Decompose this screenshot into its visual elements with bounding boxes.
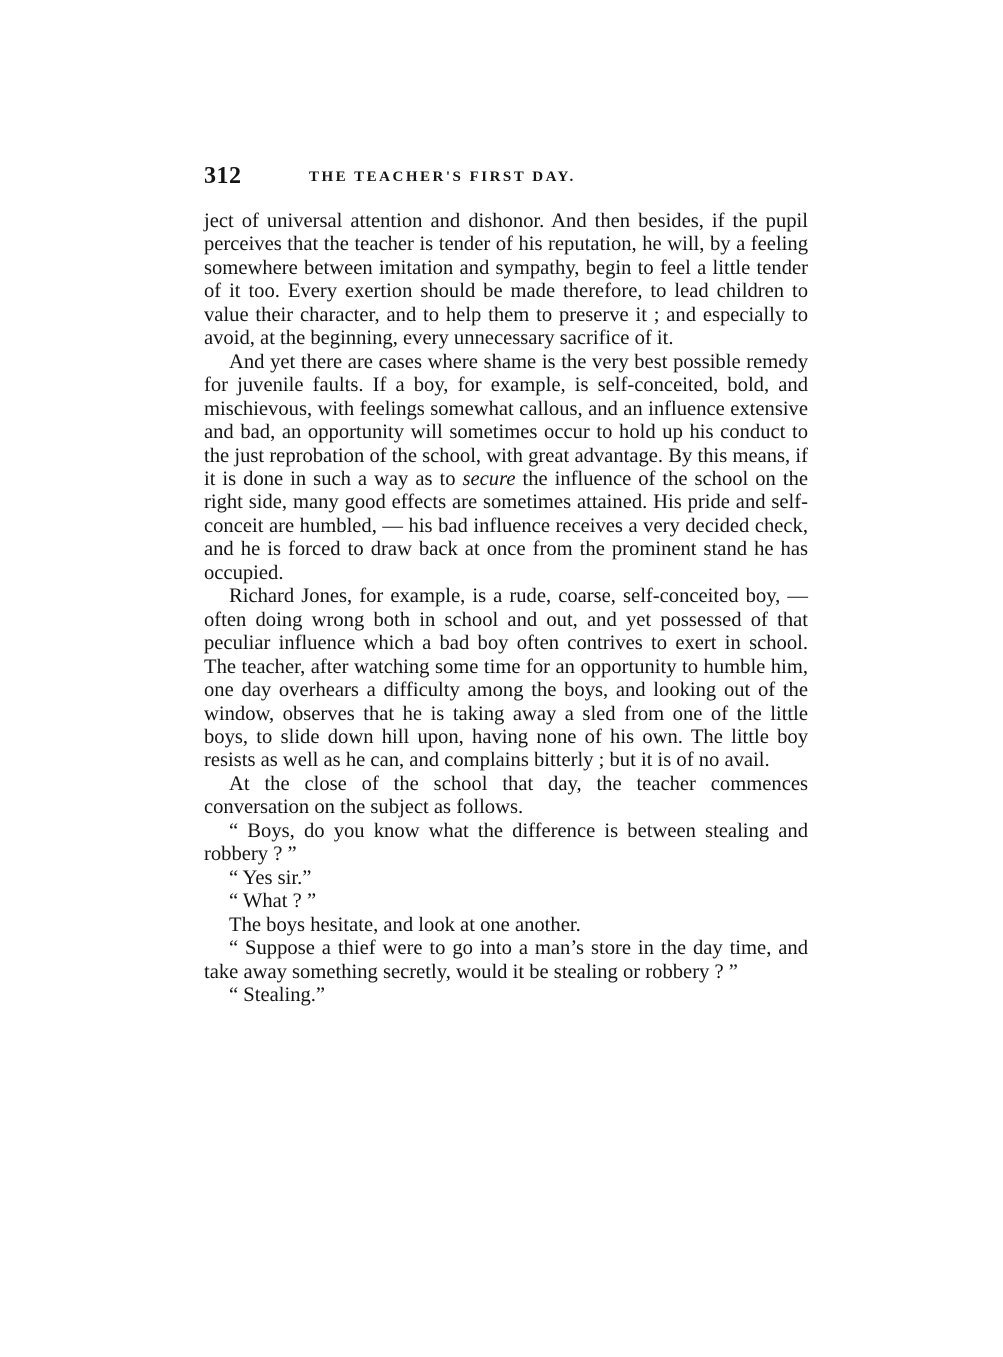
- paragraph-text: “ Stealing.”: [229, 983, 326, 1006]
- paragraph-text: “ Boys, do you know what the difference is between stealing and robbery ? ”: [204, 819, 808, 866]
- running-header: [204, 163, 808, 197]
- dialogue-line: [204, 867, 808, 890]
- paragraph-text: “ Yes sir.”: [229, 866, 312, 889]
- paragraph-text: At the close of the school that day, the teacher commences conversation on the subject as follows.: [204, 772, 808, 819]
- dialogue-line: [204, 890, 808, 913]
- paragraph-text: “ What ? ”: [229, 890, 317, 913]
- paragraph-text: Richard Jones, for example, is a rude, coarse, self-conceited boy, — often doing wrong both in school and out, and yet possessed of that peculiar influence which a bad boy often contrives to exert in school. The teacher, after watching some time for an opportunity to humble him, one day overhears a difficulty among the boys, and looking out of the window, observes that he is taking away a sled from one of the little boys, to slide down hill upon, having none of his own. The little boy resists as well as he can, and complains bitterly ; but it is of no avail.: [204, 585, 808, 772]
- paragraph-text: “ Suppose a thief were to go into a man’s store in the day time, and take away something secretly, would it be stealing or robbery ? ”: [204, 937, 808, 983]
- page-number: 312: [204, 163, 242, 189]
- paragraph: [204, 773, 808, 820]
- dialogue-line: [204, 937, 808, 984]
- dialogue-line: [204, 820, 808, 867]
- running-title: THE TEACHER'S FIRST DAY.: [309, 169, 576, 185]
- paragraph-text: The boys hesitate, and look at one another.: [229, 913, 581, 936]
- dialogue-line: [204, 984, 808, 1007]
- paragraph: [204, 914, 808, 937]
- paragraph-text: ject of universal attention and dishonor. And then besides, if the pupil perceives that the teacher is tender of his reputation, he will, by a feeling somewhere between imitation and sympathy, begin to feel a little tender of it too. Every exertion should be made therefore, to lead children to value their character, and to help them to preserve it ; and especially to avoid, at the beginning, every unnecessary sacrifice of it.: [204, 210, 808, 350]
- paragraph: [204, 210, 808, 351]
- emphasized-word: secure: [462, 467, 516, 490]
- paragraph-text: And yet there are cases where shame is the very best possible remedy for juvenile faults. If a boy, for example, is self-conceited, bold, and mischievous, with feelings somewhat callous, and an influence extensive and bad, an opportunity will sometimes occur to hold up his conduct to the just reprobation of the school, with great advantage. By this means, if it is done in such a way as to: [204, 350, 808, 490]
- paragraph: [204, 351, 808, 586]
- paragraph: [204, 585, 808, 773]
- paragraph-text: the influence of the school on the right side, many good effects are sometimes attained. His pride and self-conceit are humbled, — his bad influence receives a very decided check, and he is forced to draw back at once from the prominent stand he has occupied.: [204, 467, 809, 584]
- body-text: [204, 210, 808, 1007]
